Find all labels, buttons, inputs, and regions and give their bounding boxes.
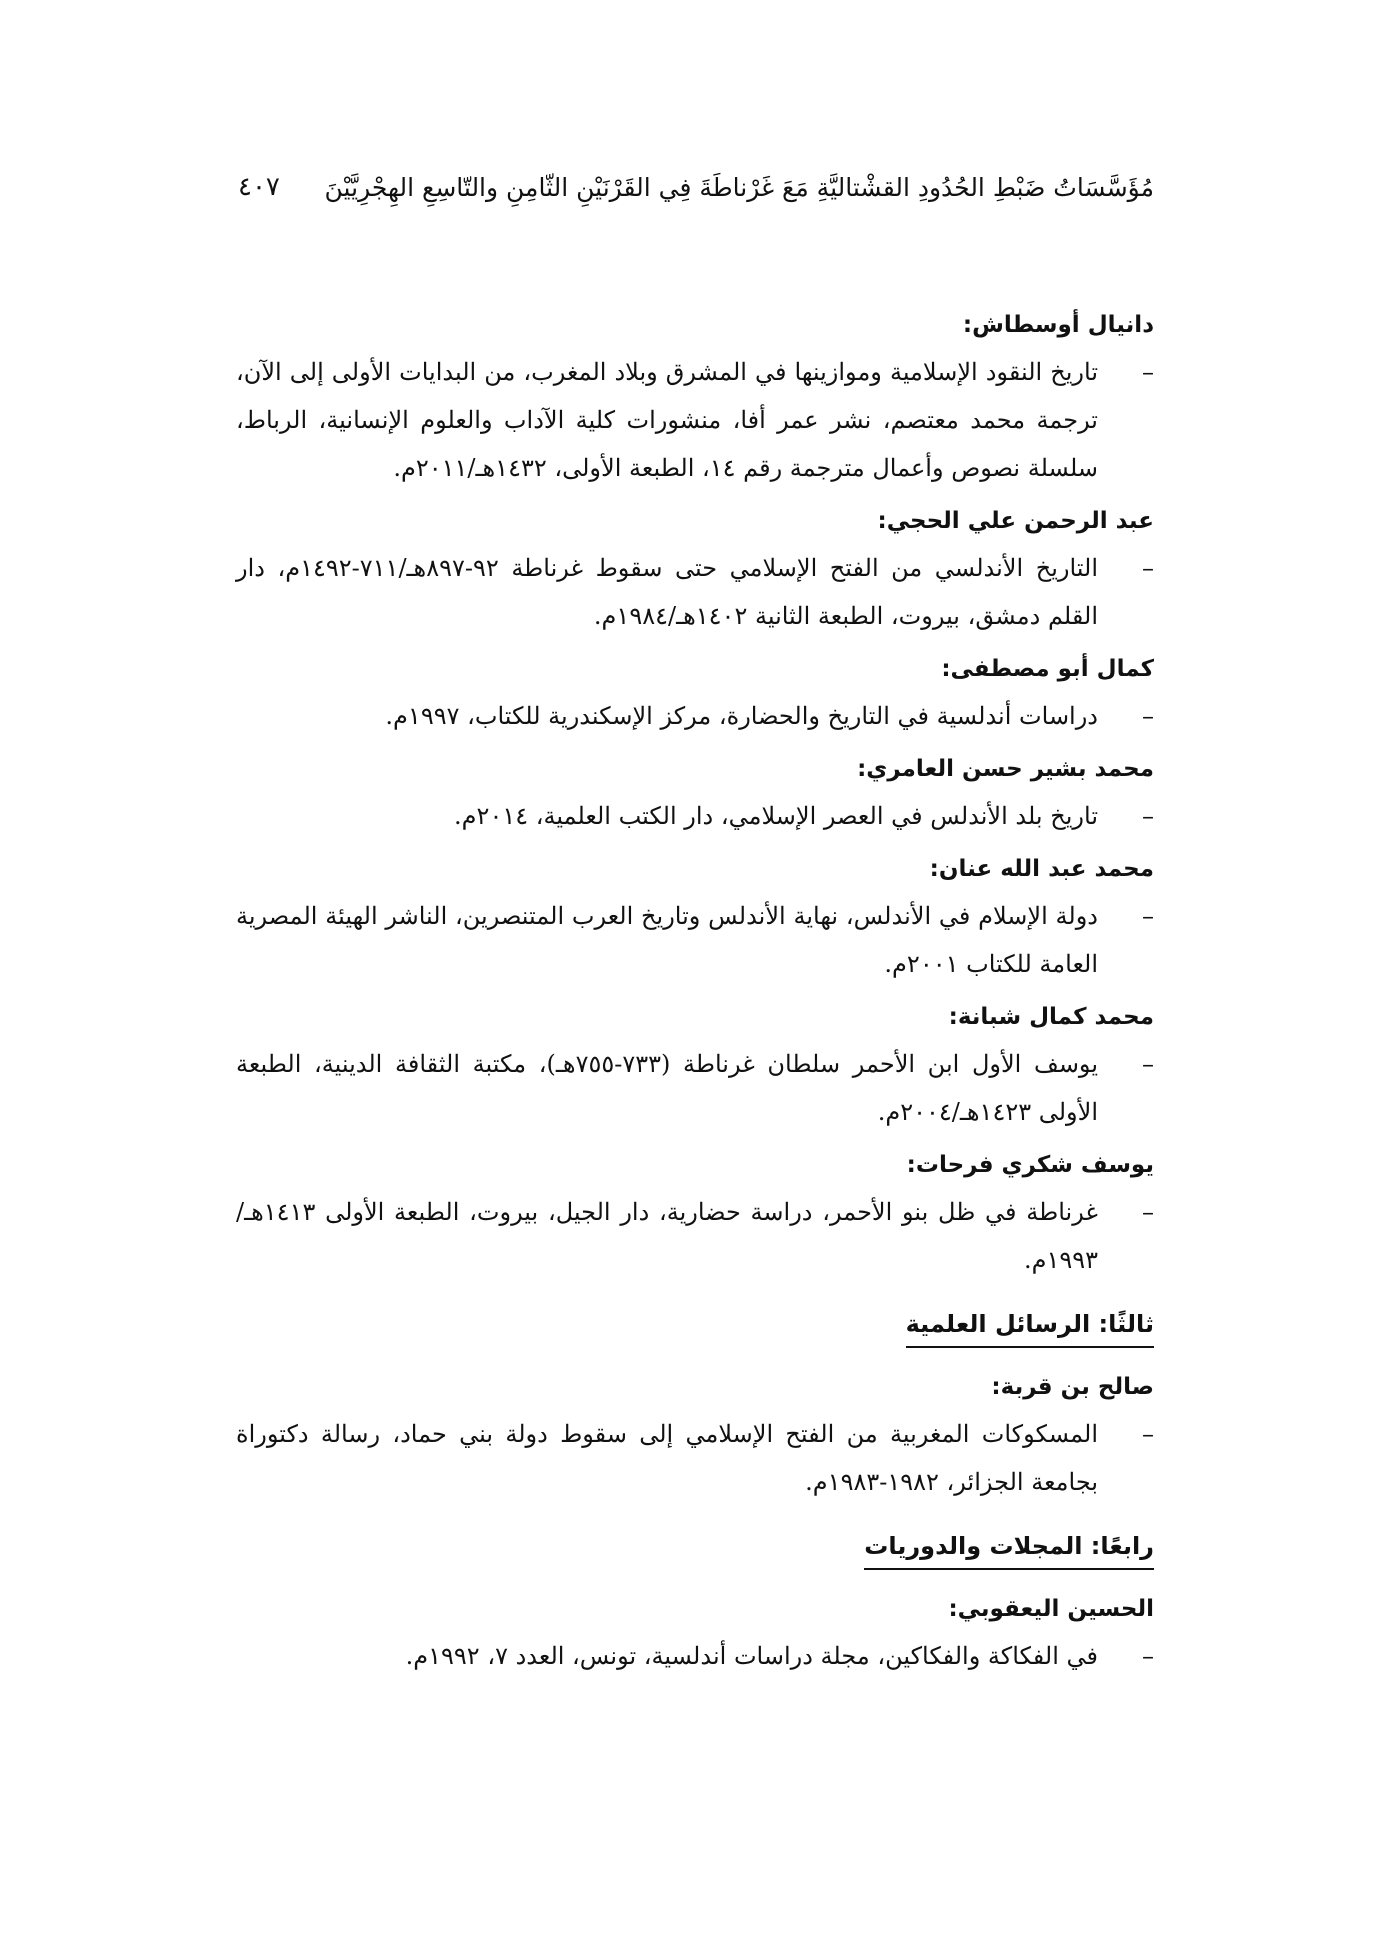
bibliography-group xyxy=(236,740,1154,840)
bibliography-group xyxy=(236,1580,1154,1680)
entry-text: التاريخ الأندلسي من الفتح الإسلامي حتى سقوط غرناطة ٩٢-٨٩٧هـ/٧١١-١٤٩٢م، دار القلم دمشق، بيروت، الطبعة الثانية ١٤٠٢هـ/١٩٨٤م. xyxy=(236,554,1098,630)
entry-dash: – xyxy=(1142,358,1154,386)
section-heading-theses xyxy=(236,1302,1154,1348)
bibliography-entry xyxy=(236,1040,1154,1136)
author-name: يوسف شكري فرحات: xyxy=(906,1152,1154,1178)
entry-dash: – xyxy=(1142,554,1154,582)
bibliography-entry xyxy=(236,348,1154,492)
bibliography-group xyxy=(236,492,1154,640)
bibliography-entry xyxy=(236,1410,1154,1506)
bibliography-entry xyxy=(236,892,1154,988)
bibliography-group xyxy=(236,640,1154,740)
bibliography-group xyxy=(236,840,1154,988)
bibliography-group xyxy=(236,1136,1154,1284)
author-name: دانيال أوسطاش: xyxy=(962,312,1154,338)
bibliography-entry xyxy=(236,1632,1154,1680)
entry-text: تاريخ بلد الأندلس في العصر الإسلامي، دار الكتب العلمية، ٢٠١٤م. xyxy=(454,802,1098,830)
author-name: محمد كمال شبانة: xyxy=(948,1004,1154,1030)
entry-dash: – xyxy=(1142,702,1154,730)
bibliography-entry xyxy=(236,1188,1154,1284)
entry-text: في الفكاكة والفكاكين، مجلة دراسات أندلسية، تونس، العدد ٧، ١٩٩٢م. xyxy=(405,1642,1098,1670)
entry-text: غرناطة في ظل بنو الأحمر، دراسة حضارية، دار الجيل، بيروت، الطبعة الأولى ١٤١٣هـ/١٩٩٣م. xyxy=(236,1198,1098,1274)
section-heading-journals xyxy=(236,1524,1154,1570)
author-name: صالح بن قربة: xyxy=(991,1374,1154,1400)
entry-text: المسكوكات المغربية من الفتح الإسلامي إلى سقوط دولة بني حماد، رسالة دكتوراة بجامعة الجزائر، ١٩٨٢-١٩٨٣م. xyxy=(236,1420,1098,1496)
author-name: محمد بشير حسن العامري: xyxy=(857,756,1154,782)
entry-text: دراسات أندلسية في التاريخ والحضارة، مركز الإسكندرية للكتاب، ١٩٩٧م. xyxy=(385,702,1098,730)
entry-dash: – xyxy=(1142,802,1154,830)
bibliography-content xyxy=(236,296,1154,1680)
author-name: عبد الرحمن علي الحجي: xyxy=(877,508,1154,534)
author-name: محمد عبد الله عنان: xyxy=(929,856,1154,882)
entry-dash: – xyxy=(1142,902,1154,930)
author-name: الحسين اليعقوبي: xyxy=(948,1596,1154,1622)
bibliography-group xyxy=(236,296,1154,492)
section-heading-text: ثالثًا: الرسائل العلمية xyxy=(906,1304,1154,1348)
bibliography-group xyxy=(236,1358,1154,1506)
entry-dash: – xyxy=(1142,1198,1154,1226)
entry-text: يوسف الأول ابن الأحمر سلطان غرناطة (٧٣٣-٧٥٥هـ)، مكتبة الثقافة الدينية، الطبعة الأولى ١٤٢٣هـ/٢٠٠٤م. xyxy=(236,1050,1099,1126)
bibliography-group xyxy=(236,988,1154,1136)
bibliography-entry xyxy=(236,792,1154,840)
bibliography-entry xyxy=(236,692,1154,740)
section-heading-text: رابعًا: المجلات والدوريات xyxy=(864,1526,1154,1570)
author-name: كمال أبو مصطفى: xyxy=(941,656,1154,682)
entry-text: تاريخ النقود الإسلامية وموازينها في المشرق وبلاد المغرب، من البدايات الأولى إلى الآن، ترجمة محمد معتصم، نشر عمر أفا، منشورات كلية الآداب والعلوم الإنسانية، الرباط، سلسلة نصوص وأعمال مترجمة رقم ١٤، الطبعة الأولى، ١٤٣٢هـ/٢٠١١م. xyxy=(236,358,1098,482)
page-number: ٤٠٧ xyxy=(238,172,280,202)
entry-dash: – xyxy=(1142,1050,1154,1078)
running-header-title: مُؤَسَّسَاتُ ضَبْطِ الحُدُودِ القشْتاليَّةِ مَعَ غَرْناطَةَ فِي القَرْنَيْنِ الثّامِنِ والتّاسِعِ الهِجْرِيَّيْنَ xyxy=(324,172,1154,202)
entry-text: دولة الإسلام في الأندلس، نهاية الأندلس وتاريخ العرب المتنصرين، الناشر الهيئة المصرية العامة للكتاب ٢٠٠١م. xyxy=(236,902,1098,978)
bibliography-entry xyxy=(236,544,1154,640)
entry-dash: – xyxy=(1142,1420,1154,1448)
running-header xyxy=(238,162,1154,212)
entry-dash: – xyxy=(1142,1642,1154,1670)
